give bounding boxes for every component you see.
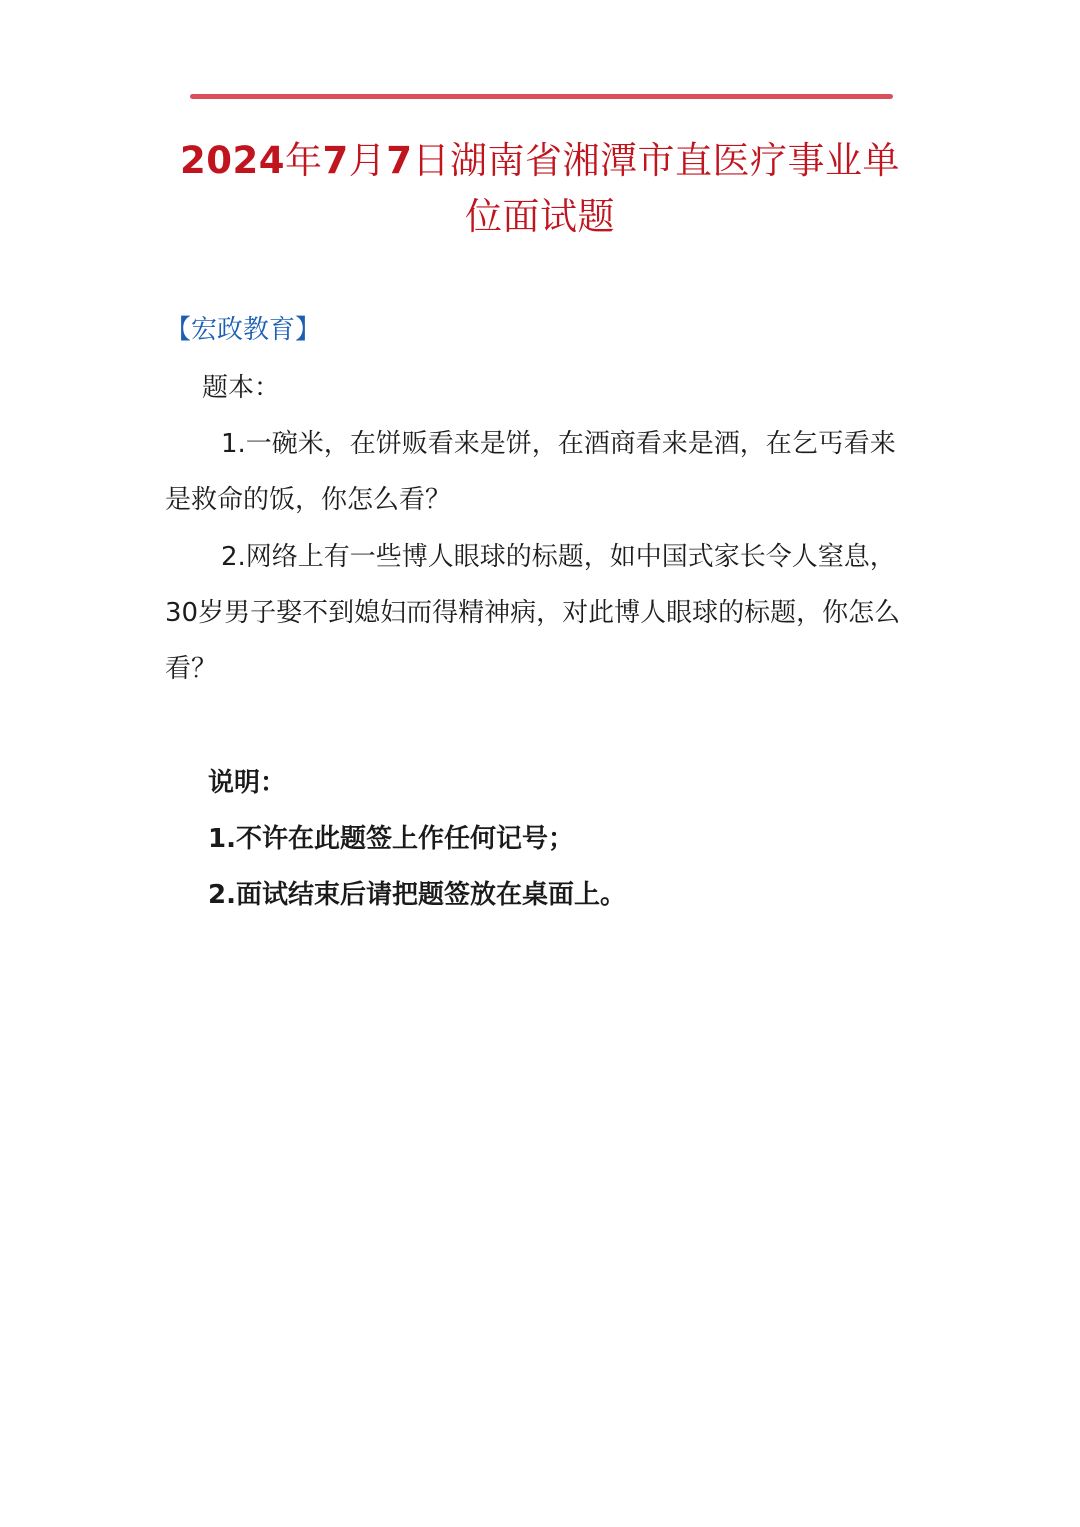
section-tag: 【宏政教育】 <box>165 315 322 345</box>
title-month: 7 <box>322 139 349 182</box>
question-1: 1.一碗米，在饼贩看来是饼，在酒商看来是酒，在乞丐看来是救命的饭，你怎么看？ <box>165 429 896 515</box>
title-day: 7 <box>386 139 413 182</box>
title-line-2: 位面试题 <box>465 195 615 238</box>
top-divider <box>190 94 893 99</box>
title-year: 2024 <box>180 139 285 182</box>
title-year-char: 年 <box>284 139 323 182</box>
document-title <box>150 133 930 245</box>
title-rest: 日湖南省湘潭市直医疗事业单 <box>412 139 900 182</box>
title-line-1 <box>150 133 930 189</box>
notes-heading: 说明： <box>208 768 287 798</box>
question-2: 2.网络上有一些博人眼球的标题，如中国式家长令人窒息，30岁男子娶不到媳妇而得精神病，对此博人眼球的标题，你怎么看？ <box>165 542 901 684</box>
note-2: 2.面试结束后请把题签放在桌面上。 <box>208 880 626 910</box>
note-1: 1.不许在此题签上作任何记号； <box>208 824 574 854</box>
title-month-char: 月 <box>348 139 387 182</box>
question-label: 题本： <box>202 373 281 403</box>
